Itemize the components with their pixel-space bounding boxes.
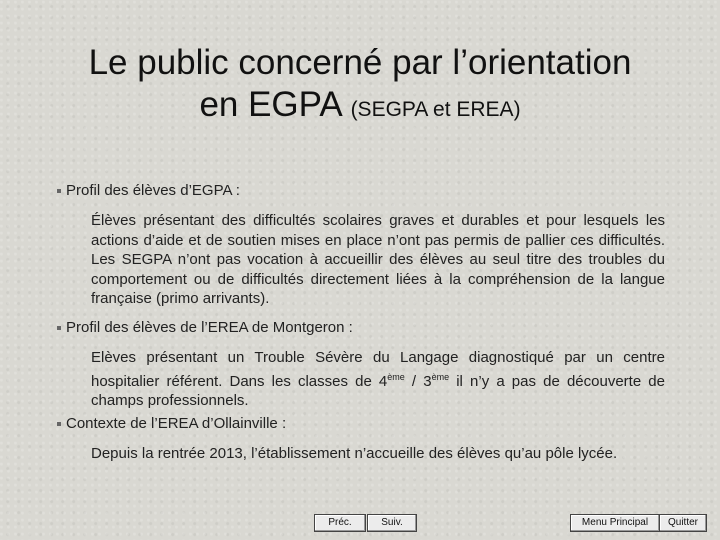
section-2-paragraph xyxy=(91,348,665,411)
section-3-heading-text: Contexte de l’EREA d’Ollainville : xyxy=(66,415,287,432)
title-line-2 xyxy=(0,84,720,131)
title-line-2-small: (SEGPA et EREA) xyxy=(350,98,521,121)
section-2-text-part-1: Elèves présentant un Trouble Sévère du Langage diagnostiqué par un centre hospitalier référent. Dans les classes de 4 xyxy=(91,349,665,390)
main-menu-button[interactable]: Menu Principal xyxy=(570,514,660,532)
previous-button[interactable]: Préc. xyxy=(314,514,366,532)
section-2-text-part-2: / 3 xyxy=(404,372,432,390)
section-1-paragraph: Élèves présentant des difficultés scolaires graves et durables et pour lesquels les actions d’aide et de soutien mises en place n’ont pas permis de pallier ces difficultés. Les SEGPA n’ont pas vocation à accueillir des élèves au seul titre des troubles du comportement ou de difficultés directement liées à la compréhension de la langue française (primo arrivants). xyxy=(91,212,665,307)
quit-button[interactable]: Quitter xyxy=(659,514,707,532)
bullet-icon xyxy=(57,422,61,426)
section-3-paragraph: Depuis la rentrée 2013, l’établissement n’accueille des élèves qu’au pôle lycée. xyxy=(91,445,618,462)
section-3-heading xyxy=(57,415,286,432)
title-line-2-main: en EGPA xyxy=(199,85,341,124)
slide-title xyxy=(0,42,720,131)
bullet-icon xyxy=(57,326,61,330)
title-line-1: Le public concerné par l’orientation xyxy=(88,43,632,82)
section-2-heading-text: Profil des élèves de l’EREA de Montgeron : xyxy=(66,319,353,336)
section-1-heading-text: Profil des élèves d’EGPA : xyxy=(66,182,240,199)
bullet-icon xyxy=(57,189,61,193)
section-2-sup-1: ème xyxy=(387,371,405,382)
section-1-heading xyxy=(57,182,240,199)
next-button[interactable]: Suiv. xyxy=(367,514,417,532)
section-2-heading xyxy=(57,319,353,336)
section-2-text-part-3: il n’y a pas de découverte de champs professionnels. xyxy=(91,372,665,409)
section-2-sup-2: ème xyxy=(431,371,450,382)
